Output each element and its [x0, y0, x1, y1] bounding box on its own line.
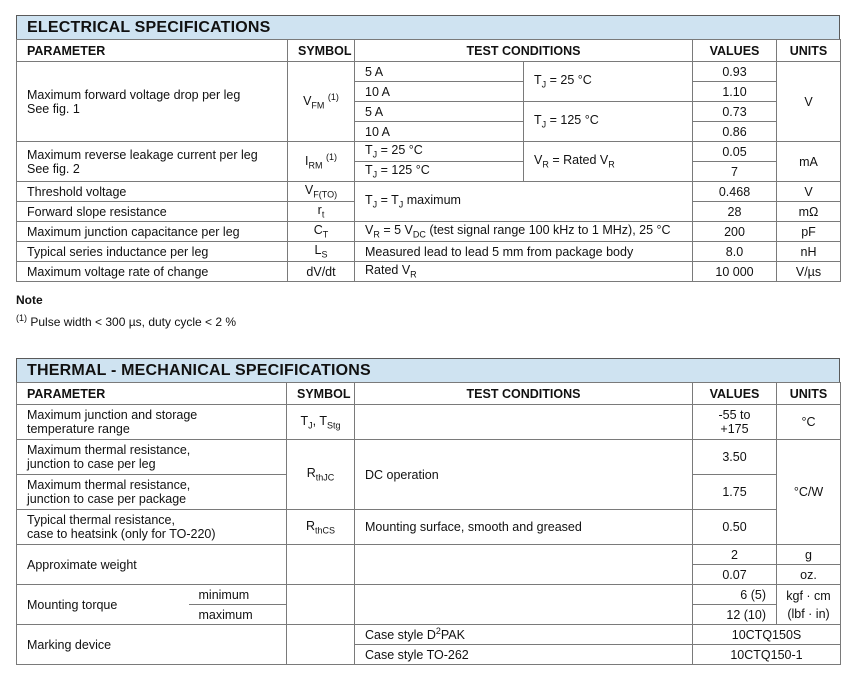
torque-max-value: 12 (10) — [693, 605, 777, 625]
header-units: UNITS — [777, 40, 841, 62]
header-values: VALUES — [693, 383, 777, 405]
vfm-value-1: 0.93 — [693, 62, 777, 82]
irm-temp-25: $T_J = 25$ °C — [355, 142, 524, 162]
vfm-temp-25: $T_J = 25$ °C — [524, 62, 693, 102]
rthcs-value: 0.50 — [693, 510, 777, 545]
vfto-unit: V — [777, 182, 841, 202]
torque-parameter: Mounting torque — [17, 585, 189, 625]
irm-parameter: Maximum reverse leakage current per leg See fig. 2 — [17, 142, 288, 182]
irm-condition: $V_R$ = Rated $V_R$ — [524, 142, 693, 182]
note-title: Note — [16, 293, 43, 307]
torque-unit: kgf · cm (lbf · in) — [777, 585, 841, 625]
rthcs-condition: Mounting surface, smooth and greased — [355, 510, 693, 545]
irm-value-1: 0.05 — [693, 142, 777, 162]
rthcs-symbol: $R_{thCS}$ — [287, 510, 355, 545]
ct-symbol: $C_T$ — [288, 222, 355, 242]
thermal-table — [16, 382, 841, 665]
vfm-value-3: 0.73 — [693, 102, 777, 122]
tj-value: -55 to +175 — [693, 405, 777, 440]
electrical-specifications-section — [16, 15, 840, 282]
header-symbol: SYMBOL — [288, 40, 355, 62]
dvdt-symbol: dV/dt — [288, 262, 355, 282]
vfto-parameter: Threshold voltage — [17, 182, 288, 202]
vfm-current-3: 5 A — [355, 102, 524, 122]
header-values: VALUES — [693, 40, 777, 62]
rthcs-parameter: Typical thermal resistance, case to heatsink (only for TO-220) — [17, 510, 287, 545]
weight-value-oz: 0.07 — [693, 565, 777, 585]
header-test-conditions: TEST CONDITIONS — [355, 40, 693, 62]
ct-condition: $V_R = 5$ $V_{DC}$ (test signal range 100 kHz to 1 MHz), 25 °C — [355, 222, 693, 242]
electrical-title: ELECTRICAL SPECIFICATIONS — [16, 15, 840, 39]
ct-unit: pF — [777, 222, 841, 242]
dvdt-value: 10 000 — [693, 262, 777, 282]
header-symbol: SYMBOL — [287, 383, 355, 405]
vfm-temp-125: $T_J = 125$ °C — [524, 102, 693, 142]
ct-parameter: Maximum junction capacitance per leg — [17, 222, 288, 242]
tj-parameter: Maximum junction and storage temperature range — [17, 405, 287, 440]
rthjc-symbol: $R_{thJC}$ — [287, 440, 355, 510]
weight-symbol — [287, 545, 355, 585]
header-parameter: PARAMETER — [17, 383, 287, 405]
header-units: UNITS — [777, 383, 841, 405]
vfto-value: 0.468 — [693, 182, 777, 202]
note-text: Pulse width < 300 µs, duty cycle < 2 % — [30, 315, 237, 329]
weight-value-g: 2 — [693, 545, 777, 565]
weight-unit-oz: oz. — [777, 565, 841, 585]
irm-symbol: $I_{RM}$ $^{(1)}$ — [288, 142, 355, 182]
vfto-symbol: $V_{F(TO)}$ — [288, 182, 355, 202]
torque-min-label: minimum — [189, 585, 287, 605]
vfm-current-4: 10 A — [355, 122, 524, 142]
irm-unit: mA — [777, 142, 841, 182]
marking-value-2: 10CTQ150-1 — [693, 645, 841, 665]
torque-condition — [355, 585, 693, 625]
vfm-unit: V — [777, 62, 841, 142]
marking-case-to262: Case style TO-262 — [355, 645, 693, 665]
rt-parameter: Forward slope resistance — [17, 202, 288, 222]
tj-unit: °C — [777, 405, 841, 440]
marking-value-1: 10CTQ150S — [693, 625, 841, 645]
electrical-table — [16, 39, 841, 282]
ls-value: 8.0 — [693, 242, 777, 262]
rthjc-leg-value: 3.50 — [693, 440, 777, 475]
thermal-title: THERMAL - MECHANICAL SPECIFICATIONS — [16, 358, 840, 382]
footnote — [16, 293, 236, 329]
ls-symbol: $L_S$ — [288, 242, 355, 262]
vfm-current-1: 5 A — [355, 62, 524, 82]
header-parameter: PARAMETER — [17, 40, 288, 62]
torque-symbol — [287, 585, 355, 625]
rthjc-pkg-parameter: Maximum thermal resistance, junction to case per package — [17, 475, 287, 510]
marking-symbol — [287, 625, 355, 665]
rthjc-pkg-value: 1.75 — [693, 475, 777, 510]
rt-value: 28 — [693, 202, 777, 222]
marking-parameter: Marking device — [17, 625, 287, 665]
irm-temp-125: $T_J = 125$ °C — [355, 162, 524, 182]
rthjc-condition: DC operation — [355, 440, 693, 510]
rt-symbol: $r_t$ — [288, 202, 355, 222]
ls-unit: nH — [777, 242, 841, 262]
vfm-value-2: 1.10 — [693, 82, 777, 102]
weight-condition — [355, 545, 693, 585]
ls-condition: Measured lead to lead 5 mm from package body — [355, 242, 693, 262]
marking-case-d2pak: Case style $D^2PAK$ — [355, 625, 693, 645]
note-marker: (1) — [16, 313, 27, 323]
vfm-value-4: 0.86 — [693, 122, 777, 142]
weight-parameter: Approximate weight — [17, 545, 287, 585]
ls-parameter: Typical series inductance per leg — [17, 242, 288, 262]
vfm-current-2: 10 A — [355, 82, 524, 102]
vfm-symbol: $V_{FM}$ $^{(1)}$ — [288, 62, 355, 142]
tj-max-condition: $T_J = T_J$ maximum — [355, 182, 693, 222]
rthjc-leg-parameter: Maximum thermal resistance, junction to case per leg — [17, 440, 287, 475]
torque-max-label: maximum — [189, 605, 287, 625]
rth-unit: °C/W — [777, 440, 841, 545]
dvdt-unit: V/µs — [777, 262, 841, 282]
ct-value: 200 — [693, 222, 777, 242]
header-test-conditions: TEST CONDITIONS — [355, 383, 693, 405]
thermal-mechanical-section — [16, 358, 840, 665]
dvdt-condition: Rated $V_R$ — [355, 262, 693, 282]
tj-symbol: $T_J$, $T_{Stg}$ — [287, 405, 355, 440]
irm-value-2: 7 — [693, 162, 777, 182]
vfm-parameter: Maximum forward voltage drop per leg See fig. 1 — [17, 62, 288, 142]
weight-unit-g: g — [777, 545, 841, 565]
dvdt-parameter: Maximum voltage rate of change — [17, 262, 288, 282]
rt-unit: mΩ — [777, 202, 841, 222]
torque-min-value: 6 (5) — [693, 585, 777, 605]
tj-condition — [355, 405, 693, 440]
